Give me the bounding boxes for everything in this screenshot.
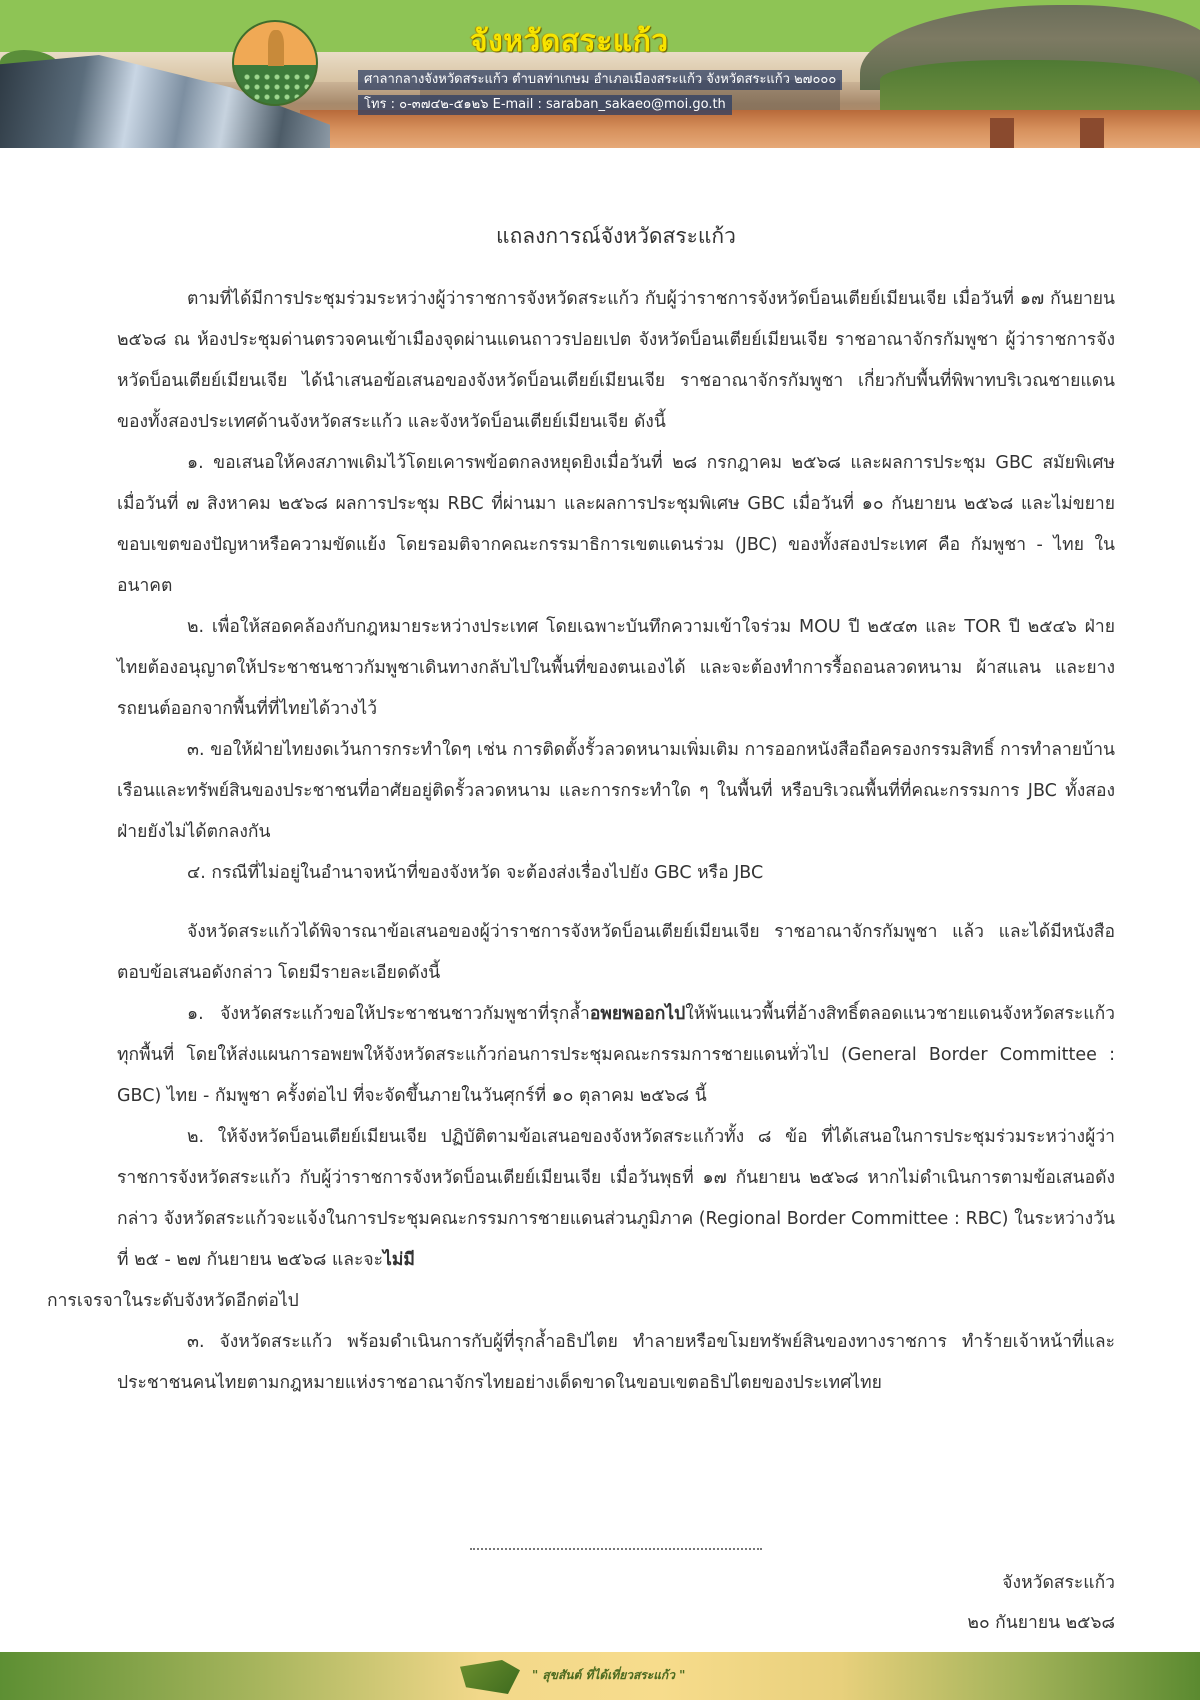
intro-paragraph: ตามที่ได้มีการประชุมร่วมระหว่างผู้ว่าราชการจังหวัดสระแก้ว กับผู้ว่าราชการจังหวัดบ็อนเตียย์เมียนเจีย เมื่อวันที่ ๑๗ กันยายน ๒๕๖๘ ณ ห้องประชุมด่านตรวจคนเข้าเมืองจุดผ่านแดนถาวรปอยเปต จังหวัดบ็อนเตียย์เมียนเจีย ราชอาณาจักรกัมพูชา ผู้ว่าราชการจังหวัดบ็อนเตียย์เมียนเจีย ได้นำเสนอข้อเสนอของจังหวัดบ็อนเตียย์เมียนเจีย ราชอาณาจักรกัมพูชา เกี่ยวกับพื้นที่พิพาทบริเวณชายแดนของทั้งสองประเทศด้านจังหวัดสระแก้ว และจังหวัดบ็อนเตียย์เมียนเจีย ดังนี้ [117, 289, 1115, 432]
issue-date: ๒๐ กันยายน ๒๕๖๘ [967, 1613, 1115, 1633]
tourism-logo-icon [460, 1660, 520, 1694]
sign-post [1080, 118, 1104, 148]
response-item-1: ๑. จังหวัดสระแก้วขอให้ประชาชนชาวกัมพูชาที่รุกล้ำอพยพออกไปให้พ้นแนวพื้นที่อ้างสิทธิ์ตลอดแนวชายแดนจังหวัดสระแก้วทุกพื้นที่ โดยให้ส่งแผนการอพยพให้จังหวัดสระแก้วก่อนการประชุมคณะกรรมการชายแดนทั่วไป (General Border Committee : GBC) ไทย - กัมพูชา ครั้งต่อไป ที่จะจัดขึ้นภายในวันศุกร์ที่ ๑๐ ตุลาคม ๒๕๖๘ นี้ [117, 1004, 1115, 1106]
provincial-seal-icon [232, 20, 318, 106]
proposal-item: ๒. เพื่อให้สอดคล้องกับกฎหมายระหว่างประเทศ โดยเฉพาะบันทึกความเข้าใจร่วม MOU ปี ๒๕๔๓ และ TOR ปี ๒๕๔๖ ฝ่ายไทยต้องอนุญาตให้ประชาชนชาวกัมพูชาเดินทางกลับไปในพื้นที่ของตนเองได้ และจะต้องทำการรื้อถอนลวดหนาม ผ้าสแลน และยางรถยนต์ออกจากพื้นที่ที่ไทยได้วางไว้ [117, 617, 1115, 719]
statement-document [47, 220, 1115, 1404]
proposal-item: ๑. ขอเสนอให้คงสภาพเดิมไว้โดยเคารพข้อตกลงหยุดยิงเมื่อวันที่ ๒๘ กรกฎาคม ๒๕๖๘ และผลการประชุม GBC สมัยพิเศษ เมื่อวันที่ ๗ สิงหาคม ๒๕๖๘ ผลการประชุม RBC ที่ผ่านมา และผลการประชุมพิเศษ GBC เมื่อวันที่ ๑๐ กันยายน ๒๕๖๘ และไม่ขยายขอบเขตของปัญหาหรือความขัดแย้ง โดยรอมติจากคณะกรรมาธิการเขตแดนร่วม (JBC) ของทั้งสองประเทศ คือ กัมพูชา - ไทย ในอนาคต [117, 453, 1115, 596]
signature-line [470, 1548, 762, 1550]
proposal-item: ๓. ขอให้ฝ่ายไทยงดเว้นการกระทำใดๆ เช่น การติดตั้งรั้วลวดหนามเพิ่มเติม การออกหนังสือถือครองกรรมสิทธิ์ การทำลายบ้านเรือนและทรัพย์สินของประชาชนที่อาศัยอยู่ติดรั้วลวดหนาม และการกระทำใด ๆ ในพื้นที่ หรือบริเวณพื้นที่ที่คณะกรรมการ JBC ทั้งสองฝ่ายยังไม่ได้ตกลงกัน [117, 740, 1115, 842]
forest-image [880, 60, 1200, 110]
emphasis-text: อพยพออกไป [589, 1004, 686, 1024]
red-soil-image [300, 110, 1200, 148]
sign-post [990, 118, 1014, 148]
footer-slogan: " สุขสันต์ ที่ได้เที่ยวสระแก้ว " [532, 1668, 686, 1682]
response-item-3: ๓. จังหวัดสระแก้ว พร้อมดำเนินการกับผู้ที่รุกล้ำอธิปไตย ทำลายหรือขโมยทรัพย์สินของทางราชการ ทำร้ายเจ้าหน้าที่และประชาชนคนไทยตามกฎหมายแห่งราชอาณาจักรไทยอย่างเด็ดขาดในขอบเขตอธิปไตยของประเทศไทย [117, 1332, 1115, 1393]
response-intro-paragraph: จังหวัดสระแก้วได้พิจารณาข้อเสนอของผู้ว่าราชการจังหวัดบ็อนเตียย์เมียนเจีย ราชอาณาจักรกัมพูชา แล้ว และได้มีหนังสือตอบข้อเสนอดังกล่าว โดยมีรายละเอียดดังนี้ [117, 922, 1115, 983]
document-title: แถลงการณ์จังหวัดสระแก้ว [496, 224, 736, 248]
banner-title: จังหวัดสระแก้ว [470, 24, 669, 59]
proposal-item: ๔. กรณีที่ไม่อยู่ในอำนาจหน้าที่ของจังหวัด จะต้องส่งเรื่องไปยัง GBC หรือ JBC [187, 863, 764, 883]
header-banner [0, 0, 1200, 148]
issuer-name: จังหวัดสระแก้ว [1002, 1573, 1115, 1593]
emphasis-text: ไม่มี [383, 1250, 415, 1270]
response-item-2: ๒. ให้จังหวัดบ็อนเตียย์เมียนเจีย ปฏิบัติตามข้อเสนอของจังหวัดสระแก้วทั้ง ๘ ข้อ ที่ได้เสนอในการประชุมร่วมระหว่างผู้ว่าราชการจังหวัดสระแก้ว กับผู้ว่าราชการจังหวัดบ็อนเตียย์เมียนเจีย เมื่อวันพุธที่ ๑๗ กันยายน ๒๕๖๘ หากไม่ดำเนินการตามข้อเสนอดังกล่าว จังหวัดสระแก้วจะแจ้งในการประชุมคณะกรรมการชายแดนส่วนภูมิภาค (Regional Border Committee : RBC) ในระหว่างวันที่ ๒๕ - ๒๗ กันยายน ๒๕๖๘ และจะไม่มี การเจรจาในระดับจังหวัดอีกต่อไป [47, 1127, 1115, 1311]
address-line: ศาลากลางจังหวัดสระแก้ว ตำบลท่าเกษม อำเภอเมืองสระแก้ว จังหวัดสระแก้ว ๒๗๐๐๐ [358, 70, 842, 90]
contact-line: โทร : ๐-๓๗๔๒-๕๑๒๖ E-mail : saraban_sakaeo@moi.go.th [358, 95, 732, 115]
footer-banner [0, 1652, 1200, 1700]
